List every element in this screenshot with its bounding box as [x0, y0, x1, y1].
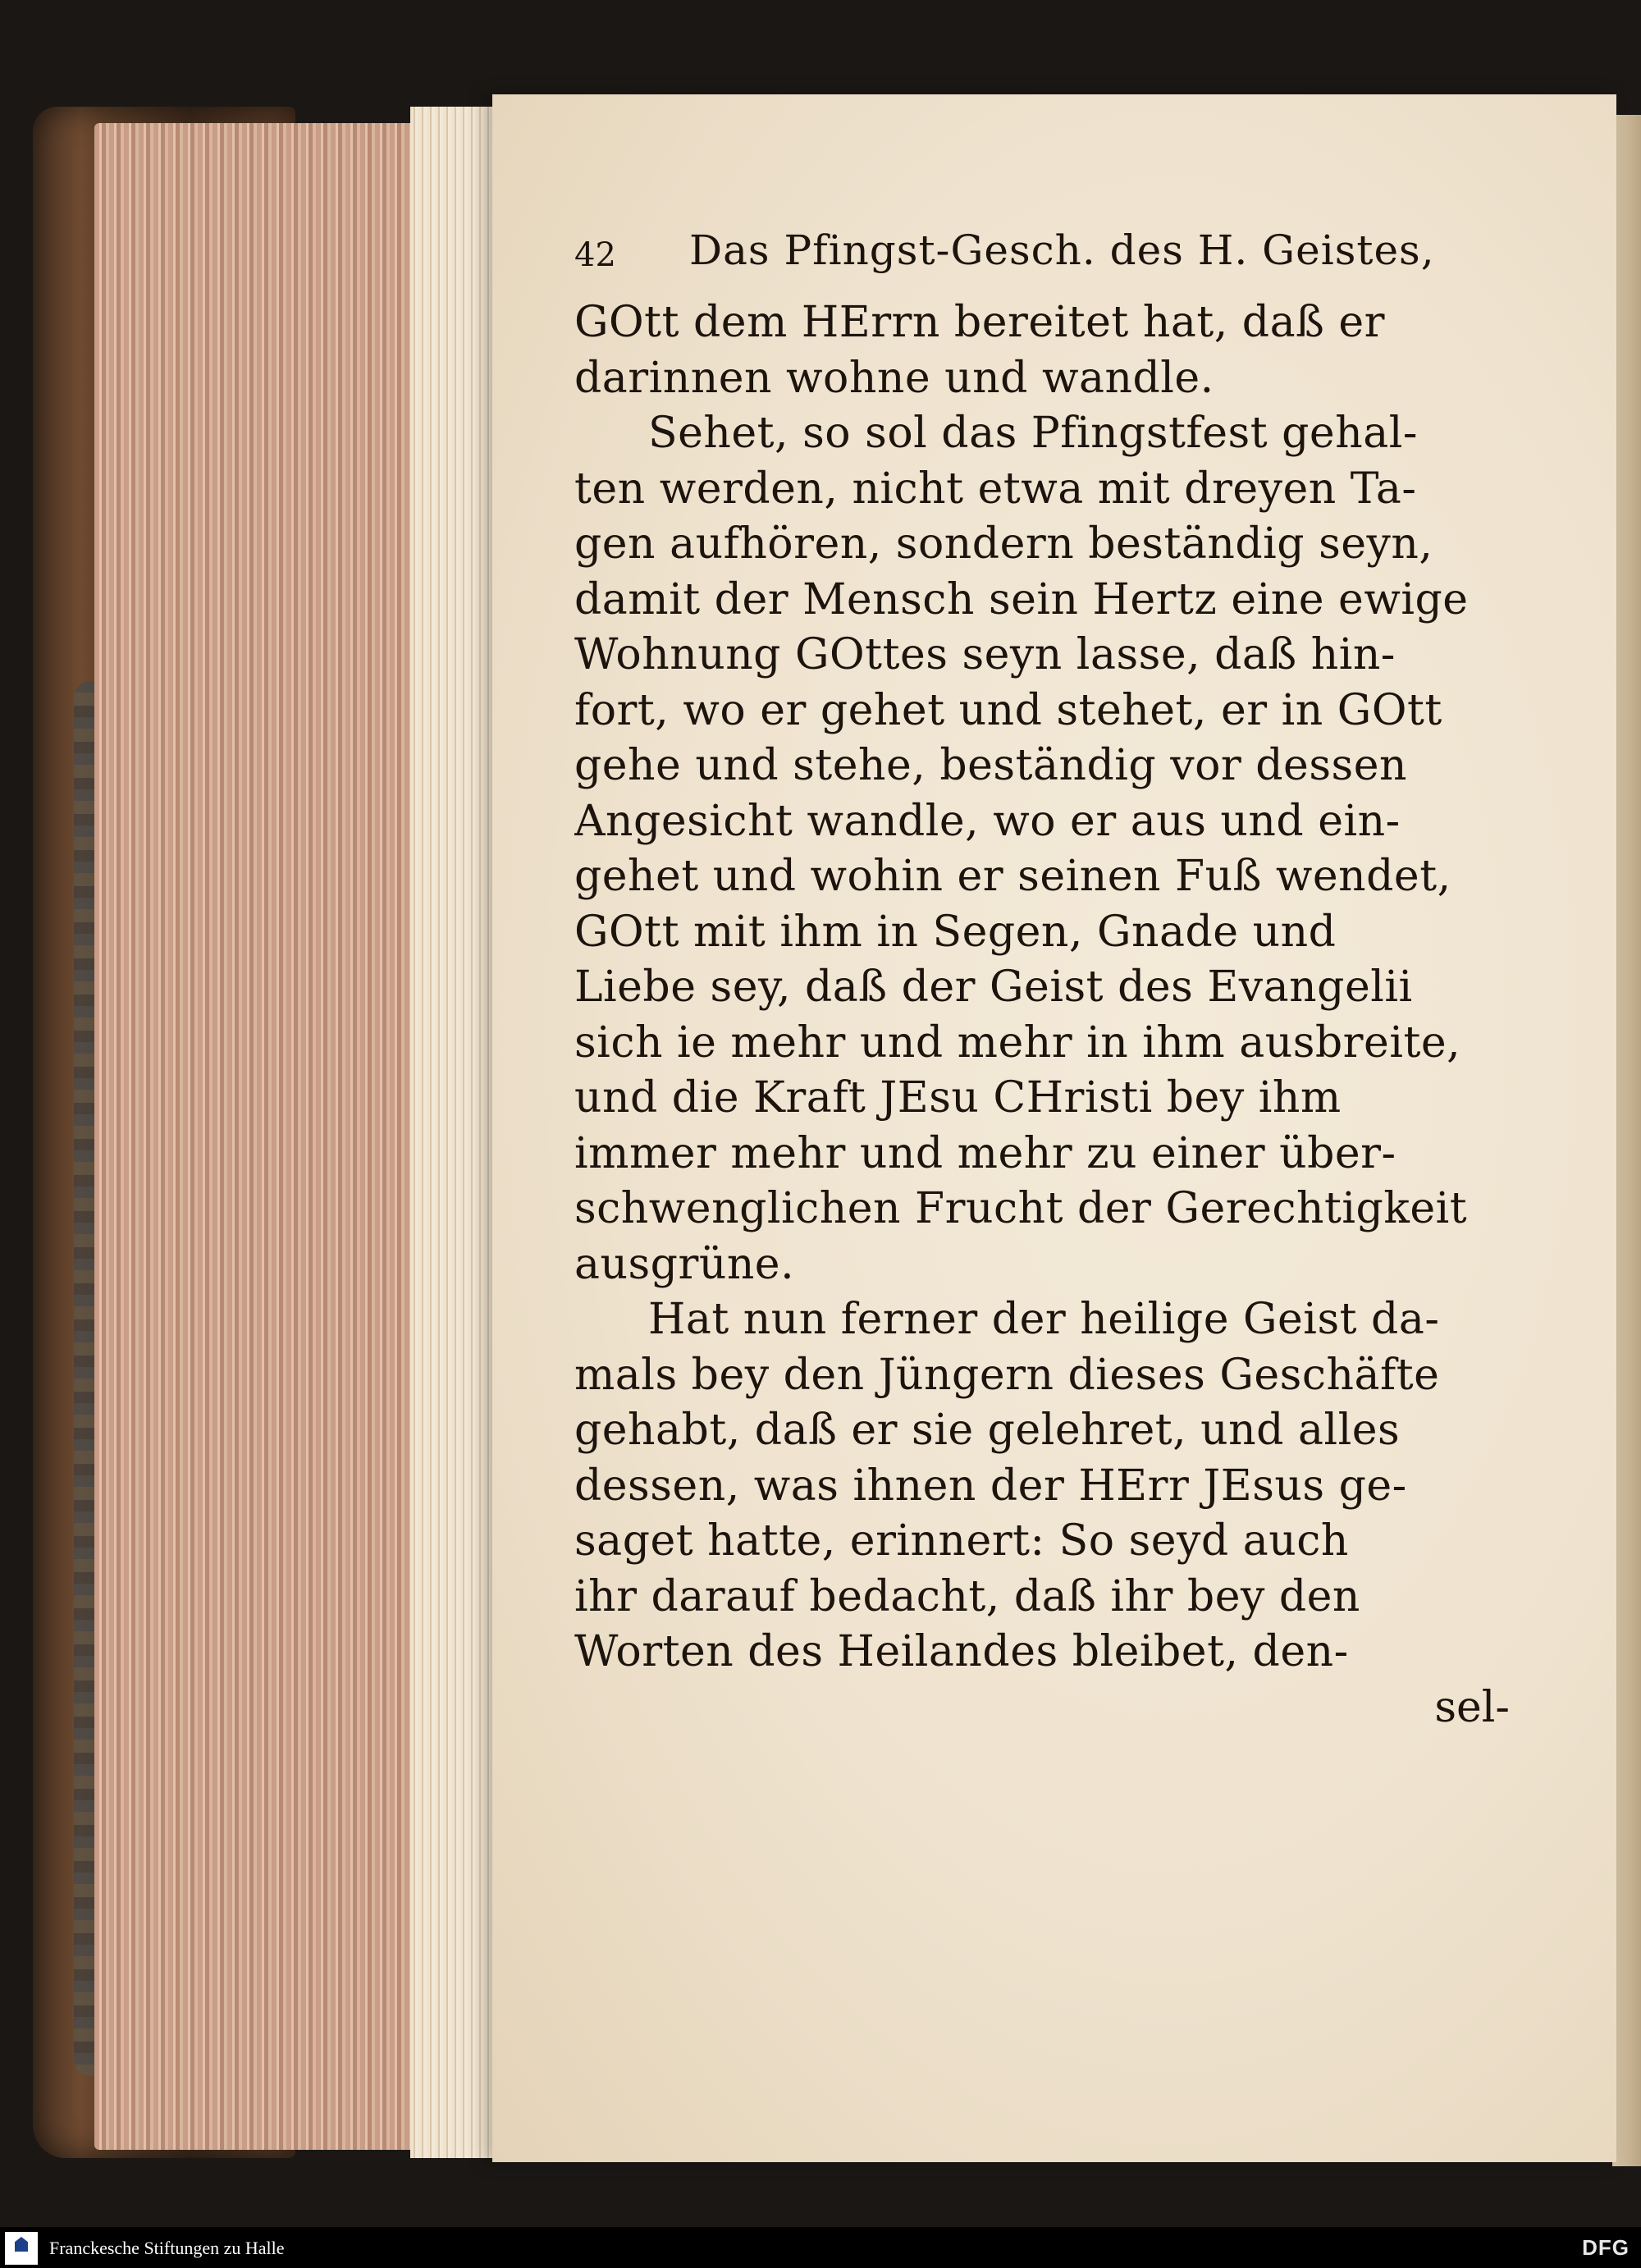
- text-line: immer mehr und mehr zu einer über-: [574, 1128, 1396, 1178]
- text-line: Wohnung GOttes seyn lasse, daß hin-: [574, 630, 1396, 679]
- text-line: mals bey den Jüngern dieses Geschäfte: [574, 1350, 1440, 1400]
- text-line: ausgrüne.: [574, 1239, 795, 1289]
- text-line: fort, wo er gehet und stehet, er in GOtt: [574, 685, 1442, 735]
- text-line: schwenglichen Frucht der Gerechtigkeit: [574, 1184, 1468, 1233]
- body-text: [574, 295, 1526, 1680]
- catchword: sel-: [1434, 1682, 1510, 1732]
- footer-bar: [0, 2227, 1641, 2268]
- text-line: gehet und wohin er seinen Fuß wendet,: [574, 852, 1451, 901]
- text-line: GOtt dem HErrn bereitet hat, daß er: [574, 298, 1385, 347]
- text-line: GOtt mit ihm in Segen, Gnade und: [574, 907, 1337, 957]
- printed-text-block: [574, 222, 1526, 1735]
- dfg-logo: DFG: [1582, 2235, 1630, 2260]
- text-line: Hat nun ferner der heilige Geist da-: [648, 1295, 1440, 1344]
- text-line: Liebe sey, daß der Geist des Evangelii: [574, 963, 1413, 1012]
- page-number: 42: [574, 236, 616, 274]
- text-line: sich ie mehr und mehr in ihm ausbreite,: [574, 1017, 1461, 1068]
- text-line: ten werden, nicht etwa mit dreyen Ta-: [574, 464, 1417, 514]
- running-head: Das Pfingst-Gesch. des H. Geistes,: [689, 226, 1435, 274]
- text-line: ihr darauf bedacht, daß ihr bey den: [574, 1571, 1360, 1621]
- institution-logo-icon: [5, 2232, 38, 2265]
- page-edges-right: [1612, 115, 1641, 2166]
- text-line: saget hatte, erinnert: So seyd auch: [574, 1516, 1349, 1566]
- text-line: damit der Mensch sein Hertz eine ewige: [574, 574, 1469, 624]
- text-line: gehe und stehe, beständig vor dessen: [574, 741, 1407, 790]
- text-line: Sehet, so sol das Pfingstfest gehal-: [648, 409, 1418, 458]
- text-line: gen aufhören, sondern beständig seyn,: [574, 519, 1433, 569]
- page-header: [574, 222, 1526, 287]
- institution-name: Franckesche Stiftungen zu Halle: [49, 2238, 285, 2258]
- text-line: und die Kraft JEsu CHristi bey ihm: [574, 1073, 1342, 1123]
- text-line: Angesicht wandle, wo er aus und ein-: [574, 796, 1401, 846]
- text-line: Worten des Heilandes bleibet, den-: [574, 1627, 1349, 1676]
- text-line: darinnen wohne und wandle.: [574, 353, 1214, 403]
- text-line: dessen, was ihnen der HErr JEsus ge-: [574, 1461, 1407, 1511]
- text-line: gehabt, daß er sie gelehret, und alles: [574, 1406, 1401, 1455]
